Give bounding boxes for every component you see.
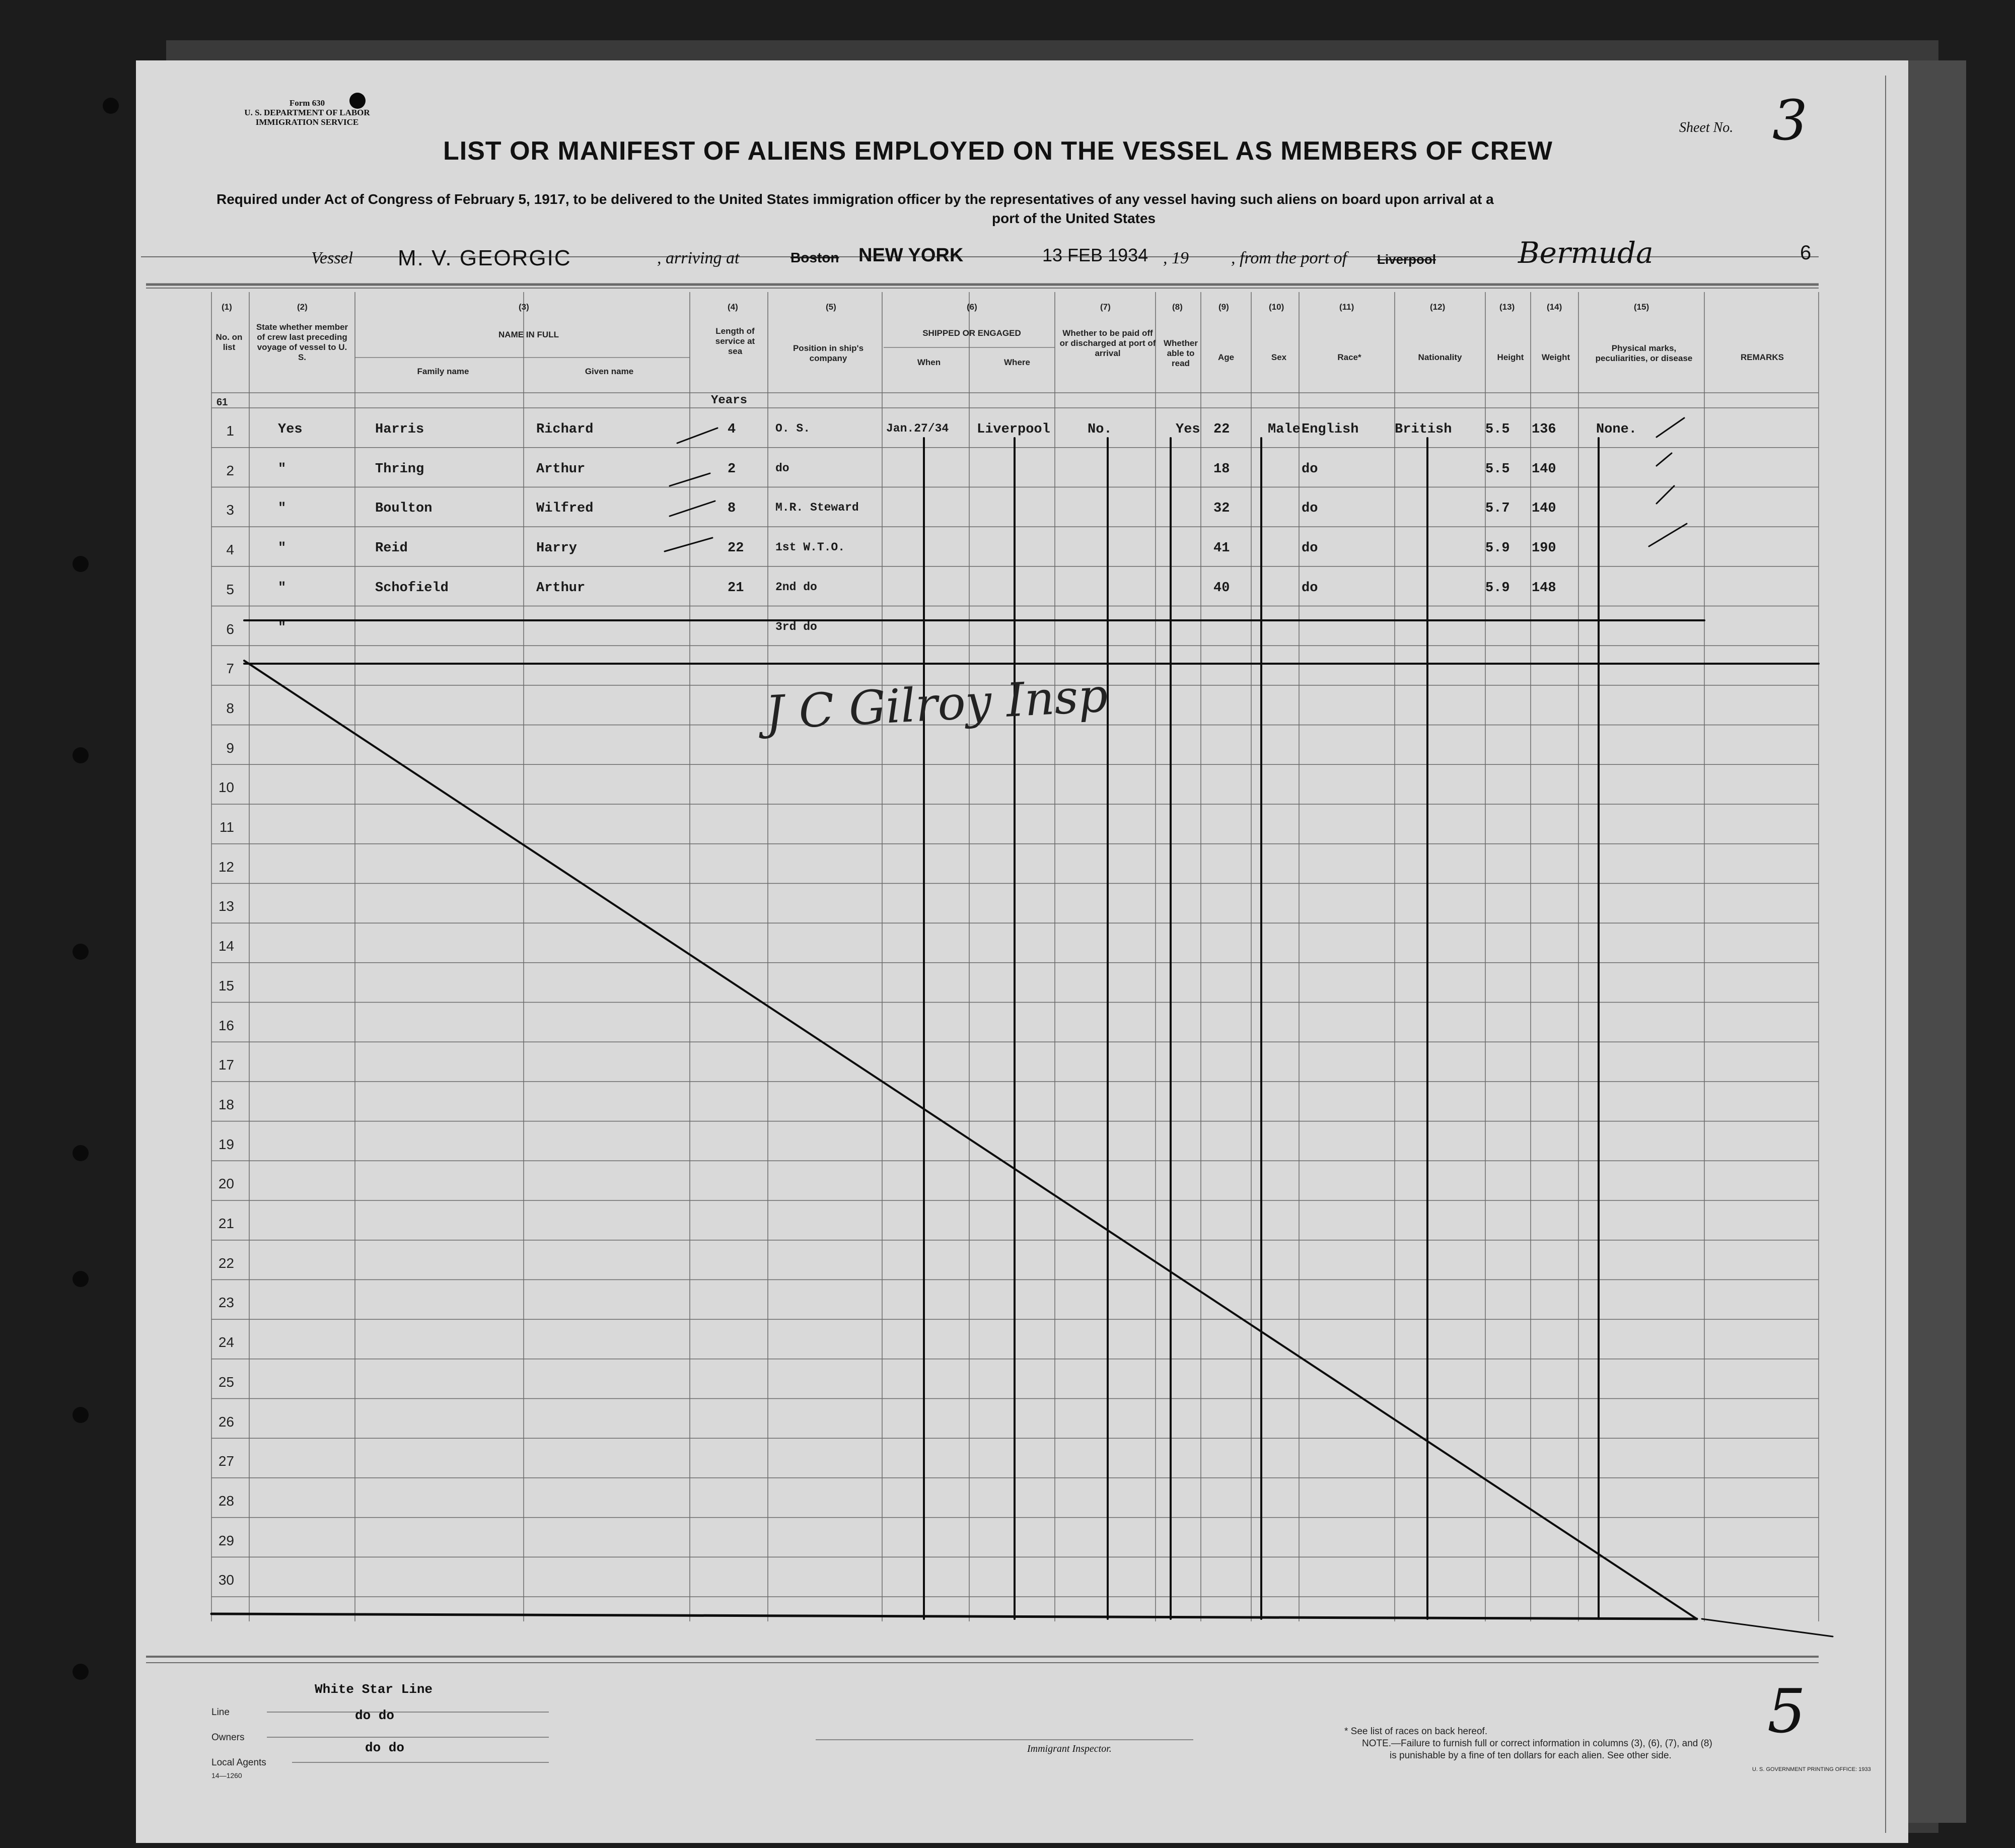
cell-height: 5.5: [1485, 461, 1510, 477]
col1-label: No. on list: [215, 332, 243, 352]
cell-height: 5.9: [1485, 580, 1510, 596]
col3-given-label: Given name: [585, 367, 634, 376]
penalty-note-line2: is punishable by a fine of ten dollars for each alien. See other side.: [1390, 1750, 1672, 1761]
cell-nationality: British: [1395, 422, 1452, 437]
row-number: 20: [218, 1176, 234, 1192]
row-number: 4: [226, 542, 234, 558]
cell-age: 22: [1213, 422, 1230, 437]
cell-family: Schofield: [375, 580, 449, 596]
row-number: 18: [218, 1096, 234, 1112]
cell-family: Thring: [375, 461, 424, 477]
cell-race: do: [1302, 541, 1318, 556]
cell-family: Harris: [375, 422, 424, 437]
cell-age: 32: [1213, 501, 1230, 517]
row-number: 14: [218, 938, 234, 954]
form-number: Form 630: [289, 98, 325, 108]
col13-number: (13): [1499, 302, 1515, 312]
row-number: 21: [218, 1216, 234, 1231]
cell-when: Jan.27/34: [886, 422, 949, 435]
page-mark: 6: [1800, 242, 1812, 264]
races-note: * See list of races on back hereof.: [1344, 1726, 1488, 1737]
cell-given: Harry: [536, 541, 578, 556]
cell-service: 22: [728, 541, 744, 556]
vessel-name: M. V. GEORGIC: [398, 246, 571, 270]
year-label: , 19: [1163, 249, 1189, 267]
row-number: 28: [218, 1492, 234, 1509]
vessel-label: Vessel: [311, 249, 353, 267]
owners-label: Owners: [211, 1732, 245, 1743]
from-port-label: , from the port of: [1231, 249, 1347, 267]
cell-given: Arthur: [536, 580, 586, 596]
col4-number: (4): [728, 302, 738, 312]
col8-label: Whether able to read: [1164, 338, 1198, 368]
cell-height: 5.9: [1485, 541, 1510, 556]
cell-race: do: [1302, 501, 1318, 517]
cell-age: 41: [1213, 541, 1230, 556]
cell-position: do: [775, 461, 789, 475]
col2-number: (2): [297, 302, 308, 312]
cell-crew: ": [278, 580, 286, 596]
local-agents-value: do do: [365, 1740, 405, 1755]
col9-number: (9): [1218, 302, 1229, 312]
cell-sex: Male.: [1268, 422, 1309, 437]
cell-age: 18: [1213, 461, 1230, 477]
col12-label: Nationality: [1418, 352, 1462, 362]
cell-position: O. S.: [775, 422, 811, 435]
col7-number: (7): [1100, 302, 1111, 312]
row-number: 8: [226, 700, 234, 716]
printer-imprint: U. S. GOVERNMENT PRINTING OFFICE: 1933: [1752, 1766, 1871, 1772]
cell-position: 1st W.T.O.: [775, 541, 845, 554]
cell-position: 3rd do: [775, 620, 817, 633]
cell-position: 2nd do: [775, 580, 817, 594]
sheet-no-label: Sheet No.: [1679, 120, 1734, 135]
col6-when-label: When: [917, 358, 941, 367]
row-number: 1: [226, 423, 234, 439]
service-name: IMMIGRATION SERVICE: [255, 117, 359, 127]
cell-position: M.R. Steward: [775, 501, 859, 515]
cell-where: Liverpool: [977, 422, 1050, 437]
row-number: 5: [226, 581, 234, 597]
binder-hole: [73, 747, 89, 763]
col3-label: NAME IN FULL: [498, 330, 559, 339]
cell-weight: 190: [1532, 541, 1556, 556]
years-label: Years: [711, 394, 748, 407]
department-name: U. S. DEPARTMENT OF LABOR: [244, 108, 370, 117]
manifest-title: LIST OR MANIFEST OF ALIENS EMPLOYED ON THE VESSEL AS MEMBERS OF CREW: [443, 136, 1553, 166]
row-number: 2: [226, 462, 234, 478]
row-number: 7: [226, 661, 234, 677]
cell-marks: None.: [1596, 422, 1637, 437]
cell-crew: ": [278, 461, 286, 477]
from-port: Bermuda: [1518, 236, 1653, 270]
binder-hole: [73, 556, 89, 572]
cell-family: Boulton: [375, 501, 433, 517]
binder-hole: [73, 1664, 89, 1680]
line-label: Line: [211, 1707, 230, 1718]
binder-hole: [73, 944, 89, 960]
col3-number: (3): [519, 302, 529, 312]
row-number: 10: [218, 779, 234, 796]
cell-height: 5.5: [1485, 422, 1510, 437]
cell-race: English: [1302, 422, 1359, 437]
sheet-no-value: 3: [1772, 88, 1808, 153]
col5-label: Position in ship's company: [793, 343, 864, 363]
cell-crew: ": [278, 620, 286, 635]
arrival-date-stamp: 13 FEB 1934: [1042, 245, 1148, 265]
from-port-struck: Liverpool: [1377, 252, 1436, 267]
col2-label: State whether member of crew last preceding voyage of vessel to U. S.: [256, 322, 348, 362]
remarks-label: REMARKS: [1741, 352, 1784, 362]
cell-service: 4: [728, 422, 736, 437]
row-number: 27: [218, 1453, 234, 1469]
manifest-sheet: [136, 60, 1908, 1843]
form-code: 14—1260: [211, 1771, 242, 1780]
form-header: [222, 98, 393, 127]
binder-hole: [73, 1407, 89, 1423]
col15-label: Physical marks, peculiarities, or disease: [1595, 343, 1693, 363]
cell-service: 8: [728, 501, 736, 517]
cell-crew: Yes: [278, 422, 303, 437]
total-mark: 5: [1767, 1677, 1806, 1747]
row-number: 13: [218, 898, 234, 914]
col12-number: (12): [1430, 302, 1446, 312]
col11-number: (11): [1339, 302, 1354, 312]
local-agents-label: Local Agents: [211, 1757, 266, 1768]
cell-weight: 140: [1532, 461, 1556, 477]
binder-hole: [73, 1145, 89, 1161]
list-prefix: 61: [217, 397, 228, 408]
binder-hole: [103, 98, 119, 114]
cell-given: Arthur: [536, 461, 586, 477]
col15-number: (15): [1634, 302, 1649, 312]
col6-where-label: Where: [1004, 358, 1030, 367]
col9-label: Age: [1217, 352, 1235, 362]
col3-family-label: Family name: [417, 367, 469, 376]
col6-label: SHIPPED OR ENGAGED: [922, 328, 1021, 338]
row-number: 25: [218, 1374, 234, 1390]
col5-number: (5): [826, 302, 836, 312]
cell-height: 5.7: [1485, 501, 1510, 517]
owners-value: do do: [355, 1708, 395, 1723]
col6-number: (6): [967, 302, 977, 312]
col4-label: Length of service at sea: [715, 326, 755, 356]
line-value: White Star Line: [315, 1682, 433, 1697]
row-number: 26: [218, 1413, 234, 1430]
manifest-subtitle-line1: Required under Act of Congress of February 5, 1917, to be delivered to the United States immigration officer by the representatives of any vessel having such aliens on board upon arrival at a: [217, 191, 1494, 207]
cell-read: Yes: [1176, 422, 1200, 437]
cell-family: Reid: [375, 541, 408, 556]
inspector-label: Immigrant Inspector.: [1027, 1743, 1112, 1754]
col1-number: (1): [222, 302, 232, 312]
col10-number: (10): [1269, 302, 1284, 312]
col7-label: Whether to be paid off or discharged at port of arrival: [1059, 328, 1156, 358]
row-number: 15: [218, 977, 234, 993]
col14-label: Weight: [1541, 352, 1570, 362]
cell-given: Richard: [536, 422, 594, 437]
cell-crew: ": [278, 501, 286, 517]
row-number: 29: [218, 1532, 234, 1548]
row-number: 9: [226, 740, 234, 756]
cell-paid: No.: [1088, 422, 1112, 437]
cell-race: do: [1302, 461, 1318, 477]
arrival-port-struck: Boston: [790, 250, 839, 265]
col13-label: Height: [1497, 352, 1524, 362]
row-number: 6: [226, 621, 234, 637]
col11-label: Race*: [1337, 352, 1361, 362]
col10-label: Sex: [1271, 352, 1287, 362]
row-number: 19: [218, 1136, 234, 1152]
row-number: 24: [218, 1334, 234, 1351]
cell-service: 2: [728, 461, 736, 477]
row-number: 11: [219, 819, 234, 835]
row-number: 30: [218, 1572, 234, 1588]
arriving-label: , arriving at: [657, 249, 740, 267]
penalty-note-line1: NOTE.—Failure to furnish full or correct information in columns (3), (6), (7), and (8): [1362, 1738, 1712, 1749]
cell-race: do: [1302, 580, 1318, 596]
cell-weight: 148: [1532, 580, 1556, 596]
row-number: 16: [218, 1017, 234, 1033]
cell-given: Wilfred: [536, 501, 594, 517]
arrival-port: NEW YORK: [858, 245, 964, 266]
cell-service: 21: [728, 580, 744, 596]
cell-age: 40: [1213, 580, 1230, 596]
row-number: 12: [218, 859, 234, 875]
col8-number: (8): [1172, 302, 1183, 312]
binder-hole: [73, 1271, 89, 1287]
manifest-subtitle-line2: port of the United States: [992, 210, 1156, 226]
cell-crew: ": [278, 541, 286, 556]
row-number: 3: [226, 502, 234, 518]
row-number: 17: [218, 1057, 234, 1073]
inspector-signature: J C Gilroy Insp: [764, 668, 1109, 740]
row-number: 23: [218, 1295, 234, 1311]
cell-weight: 136: [1532, 422, 1556, 437]
cell-weight: 140: [1532, 501, 1556, 517]
col14-number: (14): [1547, 302, 1562, 312]
row-number: 22: [218, 1255, 234, 1271]
